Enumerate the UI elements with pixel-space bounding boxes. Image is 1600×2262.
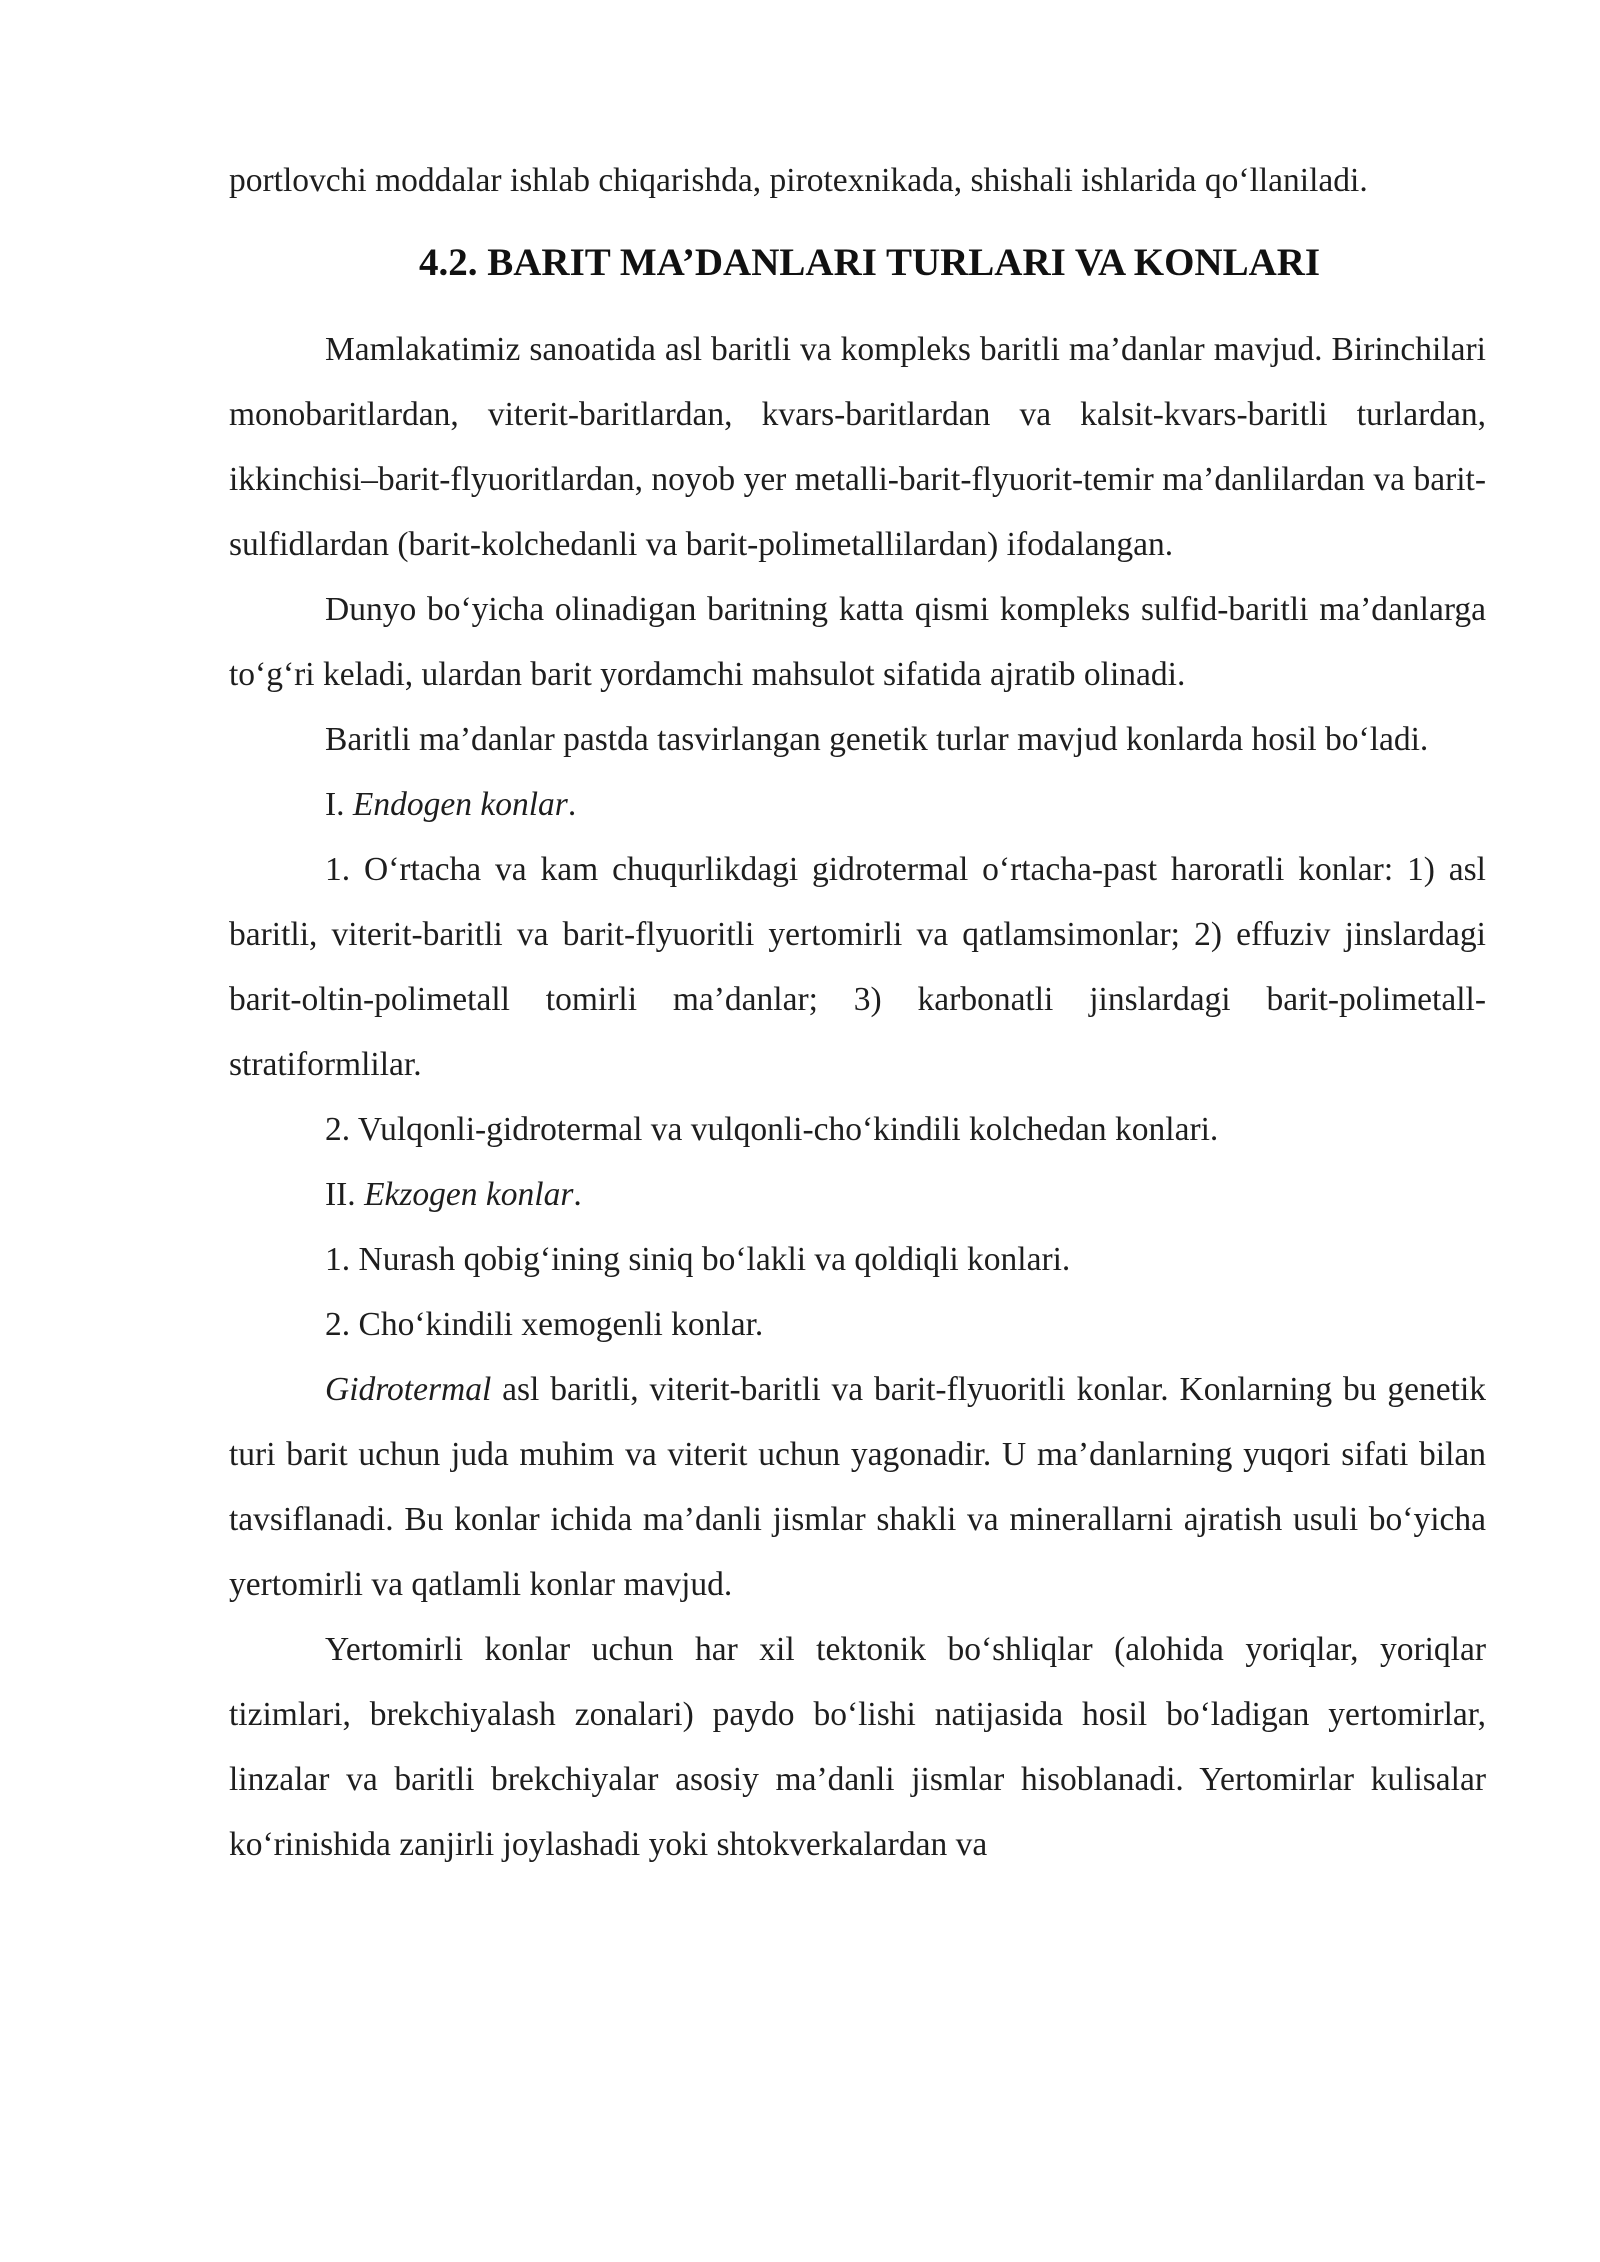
- list-heading-ekzogen-prefix: II.: [325, 1176, 365, 1213]
- list-item-endogen-2: 2. Vulqonli-gidrotermal va vulqonli-cho‘kindili kolchedan konlari.: [325, 1111, 1219, 1148]
- section-heading: 4.2. BARIT MA’DANLARI TURLARI VA KONLARI: [419, 241, 1321, 284]
- list-heading-endogen-prefix: I.: [325, 786, 353, 823]
- list-heading-ekzogen-suffix: .: [573, 1176, 582, 1213]
- list-item-ekzogen-2: 2. Cho‘kindili xemogenli konlar.: [325, 1306, 764, 1343]
- list-item-endogen-1: 1. O‘rtacha va kam chuqurlikdagi gidrotermal o‘rtacha-past haroratli konlar: 1) asl baritli, viterit-baritli va barit-flyuoritli yertomirli va qatlamsimonlar; 2) effuziv jinslardagi barit-oltin-polimetall tomirli ma’danlar; 3) karbonatli jinslardagi barit-polimetall-stratiformlilar.: [229, 851, 1486, 1083]
- hydrothermal-text: asl baritli, viterit-baritli va barit-flyuoritli konlar. Konlarning bu genetik turi barit uchun juda muhim va viterit uchun yagonadir. U ma’danlarning yuqori sifati bilan tavsiflanadi. Bu konlar ichida ma’danli jismlar shakli va minerallarni ajratish usuli bo‘yicha yertomirli va qatlamli konlar mavjud.: [229, 1371, 1486, 1603]
- hydrothermal-term: Gidrotermal: [325, 1371, 492, 1408]
- intro-paragraph: portlovchi moddalar ishlab chiqarishda, pirotexnikada, shishali ishlarida qo‘llaniladi.: [229, 162, 1368, 199]
- list-heading-ekzogen-title: Ekzogen konlar: [364, 1176, 574, 1213]
- paragraph-ore-types: Mamlakatimiz sanoatida asl baritli va kompleks baritli ma’danlar mavjud. Birinchilari monobaritlardan, viterit-baritlardan, kvars-baritlardan va kalsit-kvars-baritli turlardan, ikkinchisi–barit-flyuoritlardan, noyob yer metalli-barit-flyuorit-temir ma’danlilardan va barit-sulfidlardan (barit-kolchedanli va barit-polimetallilardan) ifodalangan.: [229, 331, 1486, 563]
- paragraph-world-barite: Dunyo bo‘yicha olinadigan baritning katta qismi kompleks sulfid-baritli ma’danlarga to‘g‘ri keladi, ulardan barit yordamchi mahsulot sifatida ajratib olinadi.: [229, 591, 1486, 693]
- paragraph-hydrothermal: [229, 1357, 1486, 1617]
- paragraph-vein-deposits: Yertomirli konlar uchun har xil tektonik bo‘shliqlar (alohida yoriqlar, yoriqlar tizimlari, brekchiyalash zonalari) paydo bo‘lishi natijasida hosil bo‘ladigan yertomirlar, linzalar va baritli brekchiyalar asosiy ma’danli jismlar hisoblanadi. Yertomirlar kulisalar ko‘rinishida zanjirli joylashadi yoki shtokverkalardan va: [229, 1631, 1486, 1863]
- paragraph-genetic-types: Baritli ma’danlar pastda tasvirlangan genetik turlar mavjud konlarda hosil bo‘ladi.: [325, 721, 1429, 758]
- list-heading-endogen-title: Endogen konlar: [352, 786, 568, 823]
- list-item-ekzogen-1: 1. Nurash qobig‘ining siniq bo‘lakli va qoldiqli konlari.: [325, 1241, 1071, 1278]
- list-heading-endogen-suffix: .: [567, 786, 577, 823]
- list-heading-ekzogen: [229, 1162, 1486, 1227]
- list-heading-endogen: [229, 772, 1486, 837]
- document-page: [229, 148, 1486, 1877]
